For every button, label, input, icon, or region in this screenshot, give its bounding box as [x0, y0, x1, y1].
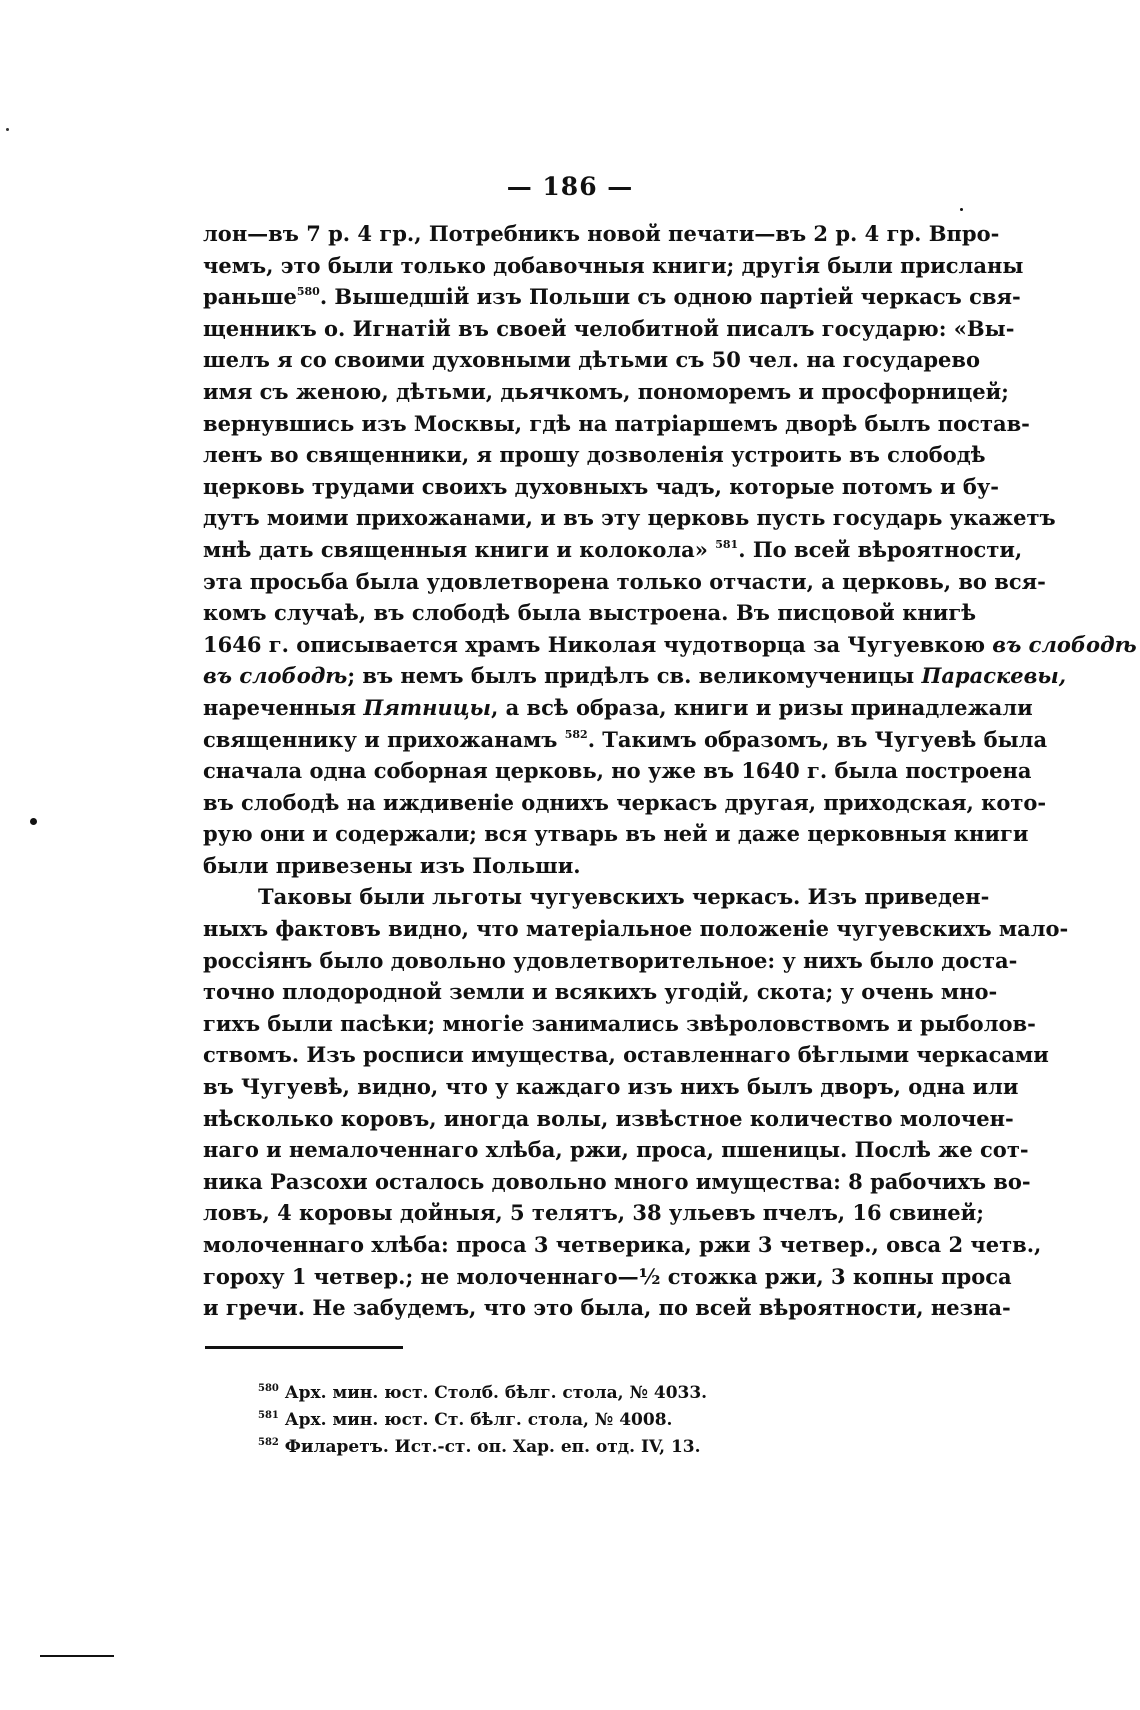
- text-line: россіянъ было довольно удовлетворительное: у нихъ было доста-: [203, 947, 1018, 973]
- footnotes: [258, 1380, 707, 1461]
- footnote-582: $^{582}$ Филаретъ. Ист.-ст. оп. Хар. еп. отд. IV, 13.: [258, 1437, 701, 1457]
- text-line: ловъ, 4 коровы дойныя, 5 телятъ, 38 ульевъ пчелъ, 16 свиней;: [203, 1200, 984, 1226]
- text-line: щенникъ о. Игнатій въ своей челобитной писалъ государю: «Вы-: [203, 315, 1015, 341]
- text-line: ныхъ фактовъ видно, что матеріальное положеніе чугуевскихъ мало-: [203, 916, 1069, 942]
- text-line: Таковы были льготы чугуевскихъ черкасъ. Изъ приведен-: [258, 884, 990, 910]
- scan-mark-line: [40, 1655, 114, 1657]
- text-line: гороху 1 четвер.; не молоченнаго—½ стожка ржи, 3 копны проса: [203, 1263, 1012, 1289]
- footnote-580: $^{580}$ Арх. мин. юст. Столб. бѣлг. стола, № 4033.: [258, 1383, 708, 1403]
- footnote-ref-580: 580: [296, 285, 320, 299]
- text-line: въ Чугуевѣ, видно, что у каждаго изъ нихъ былъ дворъ, одна или: [203, 1074, 1019, 1100]
- text-line: церковь трудами своихъ духовныхъ чадъ, которые потомъ и бу-: [203, 473, 999, 499]
- text-line: молоченнаго хлѣба: проса 3 четверика, ржи 3 четвер., овса 2 четв.,: [203, 1232, 1042, 1257]
- text-line: имя съ женою, дѣтьми, дьячкомъ, пономоремъ и просфорницей;: [203, 378, 1009, 404]
- text-line: дутъ моими прихожанами, и въ эту церковь пусть государь укажетъ: [203, 505, 1056, 531]
- text-line: сначала одна соборная церковь, но уже въ 1640 г. была построена: [203, 758, 1032, 784]
- footnote-divider: [205, 1346, 403, 1349]
- italic-text: Пятницы: [363, 694, 491, 720]
- scan-speck: [960, 208, 963, 211]
- text-line: вернувшись изъ Москвы, гдѣ на патріаршемъ дворѣ былъ постав-: [203, 410, 1030, 436]
- italic-text: въ слободѣ: [992, 631, 1137, 657]
- text-line: и гречи. Не забудемъ, что это была, по всей вѣроятности, незна-: [203, 1295, 1011, 1321]
- scan-speck: [30, 818, 37, 825]
- footnote-ref-581: 581: [715, 537, 739, 551]
- body-text: [203, 218, 1137, 1324]
- text-line: наго и немалоченнаго хлѣба, ржи, проса, пшеницы. Послѣ же сот-: [203, 1137, 1029, 1163]
- text-line: ленъ во священники, я прошу дозволенія устроить въ слободѣ: [203, 442, 986, 468]
- text-line: мнѣ дать священныя книги и колокола» $^{581}$. По всей вѣроятности,: [203, 536, 1023, 562]
- text-line: нѣсколько коровъ, иногда волы, извѣстное количество молочен-: [203, 1105, 1014, 1131]
- text-line: священнику и прихожанамъ $^{582}$. Такимъ образомъ, въ Чугуевѣ была: [203, 726, 1048, 752]
- text-line: въ слободѣ на иждивеніе однихъ черкасъ другая, приходская, кото-: [203, 789, 1047, 815]
- text-line: ствомъ. Изъ росписи имущества, оставленнаго бѣглыми черкасами: [203, 1042, 1049, 1068]
- page-number: — 186 —: [506, 172, 634, 201]
- text-line: чемъ, это были только добавочныя книги; другія были присланы: [203, 252, 1024, 278]
- text-line: раньше$^{580}$. Вышедшій изъ Польши съ одною партіей черкасъ свя-: [203, 284, 1021, 310]
- italic-text: въ слободѣ: [203, 663, 348, 689]
- scan-speck: [6, 128, 9, 131]
- text-line: эта просьба была удовлетворена только отчасти, а церковь, во вся-: [203, 568, 1046, 594]
- text-line: въ слободѣ; въ немъ былъ придѣлъ св. великомученицы Параскевы,: [203, 663, 1067, 689]
- text-line: были привезены изъ Польши.: [203, 852, 581, 878]
- footnote-581: $^{581}$ Арх. мин. юст. Ст. бѣлг. стола, № 4008.: [258, 1410, 673, 1430]
- text-line: точно плодородной земли и всякихъ угодій, скота; у очень мно-: [203, 979, 998, 1005]
- text-line: нареченныя Пятницы, а всѣ образа, книги и ризы принадлежали: [203, 694, 1033, 720]
- text-line: рую они и содержали; вся утварь въ ней и даже церковныя книги: [203, 821, 1029, 847]
- text-line: лон—въ 7 р. 4 гр., Потребникъ новой печати—въ 2 р. 4 гр. Впро-: [203, 221, 1000, 246]
- text-line: комъ случаѣ, въ слободѣ была выстроена. Въ писцовой книгѣ: [203, 600, 976, 626]
- text-line: гихъ были пасѣки; многіе занимались звѣроловствомъ и рыболов-: [203, 1010, 1036, 1036]
- italic-text: Параскевы,: [921, 663, 1067, 689]
- footnote-ref-582: 582: [564, 727, 588, 741]
- text-line: шелъ я со своими духовными дѣтьми съ 50 чел. на государево: [203, 347, 980, 373]
- text-line: 1646 г. описывается храмъ Николая чудотворца за Чугуевкою въ слободѣ: [203, 631, 1137, 657]
- text-line: ника Разсохи осталось довольно много имущества: 8 рабочихъ во-: [203, 1168, 1031, 1194]
